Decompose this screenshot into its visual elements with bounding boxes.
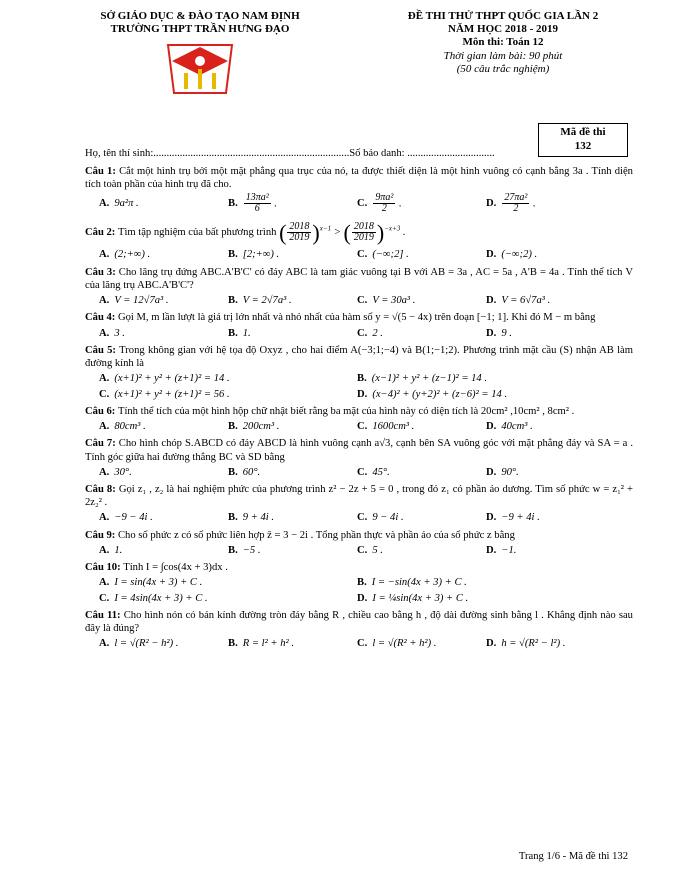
fraction-denominator: 6 (254, 203, 260, 215)
answer-option (214, 466, 343, 479)
option-letter: A. (99, 249, 110, 261)
answer-options (85, 420, 633, 433)
exam-code: 132 (574, 139, 592, 152)
option-value: V = 30a³ . (372, 295, 416, 307)
option-letter: A. (99, 198, 110, 210)
answer-option (85, 576, 343, 589)
answer-option (85, 511, 214, 524)
fraction-denominator: 2019 (289, 232, 310, 244)
option-value: I = −sin(4x + 3) + C . (371, 577, 467, 589)
school-logo-icon (164, 39, 236, 99)
option-value: $\frac{\text{13πa²}}{6}$ . (245, 191, 278, 215)
option-letter: A. (99, 295, 110, 307)
question (85, 609, 633, 651)
question-label: Câu 8: (85, 484, 119, 495)
question-text: Tính I = ∫cos(4x + 3)dx . (123, 562, 228, 574)
answer-options (85, 193, 633, 215)
power-term (279, 219, 332, 245)
question-label: Câu 10: (85, 562, 124, 574)
option-letter: A. (99, 512, 110, 524)
answer-option (214, 327, 343, 340)
option-value: 40cm³ . (501, 421, 533, 433)
question-label: Câu 3: (85, 266, 119, 278)
option-letter: C. (357, 638, 368, 650)
paren-left: ( (279, 219, 287, 245)
answer-option (85, 466, 214, 479)
option-letter: D. (486, 466, 497, 478)
answer-option (472, 466, 601, 479)
option-value: −5 . (242, 544, 261, 556)
question (85, 311, 633, 339)
option-letter: B. (228, 198, 238, 210)
option-letter: D. (486, 198, 497, 210)
fraction-numerator: 2018 (289, 220, 310, 232)
answer-options (85, 511, 633, 524)
question-label: Câu 11: (85, 609, 124, 621)
question-text: Cắt một hình trụ bởi một mặt phẳng qua trục của nó, ta được thiết diện là một hình vuông có cạnh bằng 3a . Tính diện tích toàn phần của hình trụ đã cho. (85, 165, 633, 190)
question-label: Câu 5: (85, 344, 120, 356)
question (85, 483, 633, 525)
answer-options (85, 327, 633, 340)
option-value: (−∞;2] . (372, 249, 409, 261)
option-letter: D. (486, 638, 497, 650)
option-value: V = 12√7a³ . (114, 295, 169, 307)
option-value: 80cm³ . (114, 421, 146, 433)
question-text: Tìm tập nghiệm của bất phương trình (117, 227, 277, 239)
fraction-numerator: 13πa² (245, 191, 269, 203)
question (85, 219, 633, 262)
answer-option (472, 193, 601, 215)
answer-options (85, 294, 633, 307)
answer-option (85, 327, 214, 340)
answer-option (85, 294, 214, 307)
school-year: NĂM HỌC 2018 - 2019 (448, 23, 558, 36)
exam-title: ĐỀ THI THỬ THPT QUỐC GIA LẦN 2 (407, 10, 599, 22)
exponent: x−1 (319, 224, 332, 233)
option-letter: D. (486, 249, 497, 261)
answer-options (85, 388, 633, 401)
option-letter: B. (357, 577, 367, 589)
department-name: SỞ GIÁO DỤC & ĐÀO TẠO NAM ĐỊNH (100, 10, 300, 22)
answer-option (343, 544, 472, 557)
option-value: V = 2√7a³ . (242, 295, 292, 307)
answer-option (85, 420, 214, 433)
page-footer: Trang 1/6 - Mã đề thi 132 (518, 850, 628, 862)
question-label: Câu 4: (85, 312, 118, 324)
option-value: 60°. (242, 466, 261, 478)
option-value: (x−1)² + y² + (z−1)² = 14 . (371, 373, 488, 385)
question-label: Câu 2: (85, 227, 118, 239)
relation: > (331, 227, 344, 239)
option-value: (x+1)² + y² + (z+1)² = 14 . (114, 373, 230, 385)
option-letter: C. (357, 512, 368, 524)
option-letter: C. (357, 466, 368, 478)
school-name: TRƯỜNG THPT TRẦN HƯNG ĐẠO (110, 22, 290, 35)
question-text: Cho hình chóp S.ABCD có đáy ABCD là hình vuông cạnh a√3, cạnh bên SA vuông góc với mặt phẳng đáy và SA = a . Tính góc giữa hai đường thẳng BC và SD bằng (85, 438, 633, 463)
question-label: Câu 9: (85, 529, 118, 541)
option-value: 1. (242, 327, 251, 339)
fraction (352, 222, 376, 244)
exam-header (85, 10, 633, 99)
option-letter: A. (99, 466, 110, 478)
option-value: 9 . (501, 327, 512, 339)
fraction (373, 193, 395, 215)
option-letter: A. (99, 421, 110, 433)
question (85, 344, 633, 401)
option-value: 45°. (372, 466, 390, 478)
question-text: Gọi z₁ , z₂ là hai nghiệm phức của phương trình z² − 2z + 5 = 0 , trong đó z₁ có phần ảo dương. Tìm số phức w = z₁² + 2z₂² . (85, 484, 633, 509)
answer-option (343, 193, 472, 215)
option-value: l = √(R² − h²) . (114, 638, 179, 650)
fraction-denominator: 2 (513, 203, 519, 215)
option-letter: A. (99, 327, 110, 339)
answer-option (343, 420, 472, 433)
question-text: Tính thể tích của một hình hộp chữ nhật biết rằng ba mặt của hình này có diện tích là 20cm² ,10cm² , 8cm² . (117, 405, 575, 417)
fraction-denominator: 2019 (353, 232, 374, 244)
option-value: 5 . (372, 544, 383, 556)
answer-options (85, 544, 633, 557)
option-value: 1. (114, 544, 123, 556)
question (85, 437, 633, 479)
answer-option (85, 544, 214, 557)
option-letter: B. (228, 327, 238, 339)
option-letter: D. (357, 592, 368, 604)
question (85, 561, 633, 605)
option-value: 9 + 4i . (242, 512, 274, 524)
exam-code-box (538, 123, 628, 157)
option-letter: D. (486, 512, 497, 524)
option-value: l = √(R² + h²) . (372, 638, 437, 650)
time-limit: Thời gian làm bài: 90 phút (443, 49, 563, 62)
answer-option (472, 248, 601, 261)
answer-option (472, 637, 601, 650)
answer-option (214, 544, 343, 557)
paren-right: ) (312, 219, 320, 245)
option-letter: A. (99, 638, 110, 650)
option-letter: C. (357, 327, 368, 339)
option-letter: C. (357, 295, 368, 307)
question-count: (50 câu trắc nghiệm) (456, 62, 550, 75)
answer-option (343, 637, 472, 650)
option-letter: A. (99, 544, 110, 556)
answer-option (343, 372, 601, 385)
option-letter: C. (357, 249, 368, 261)
option-value: (−∞;2) . (501, 249, 538, 261)
option-value: 200cm³ . (242, 421, 280, 433)
option-letter: B. (228, 295, 238, 307)
question-text: Cho lăng trụ đứng ABC.A'B'C' có đáy ABC là tam giác vuông tại B với AB = 3a , AC = 5a , A'B = 4a . Tính thể tích V của lăng trụ ABC.A'B'C'? (85, 266, 633, 291)
fraction-numerator: 9πa² (375, 191, 394, 203)
option-letter: D. (486, 327, 497, 339)
answer-option (343, 466, 472, 479)
question (85, 266, 633, 308)
answer-option (214, 420, 343, 433)
option-letter: B. (228, 512, 238, 524)
answer-options (85, 372, 633, 385)
question-label: Câu 6: (85, 405, 118, 417)
option-letter: A. (99, 577, 110, 589)
option-value: 2 . (372, 327, 383, 339)
question (85, 405, 633, 433)
option-value: 90°. (501, 466, 519, 478)
option-value: −9 + 4i . (501, 512, 540, 524)
option-value: I = ¼sin(4x + 3) + C . (372, 592, 469, 604)
option-letter: D. (486, 421, 497, 433)
option-value: 30°. (114, 466, 132, 478)
option-letter: C. (357, 421, 368, 433)
paren-left: ( (343, 219, 351, 245)
fraction (287, 222, 311, 244)
fraction (502, 193, 529, 215)
option-letter: B. (228, 638, 238, 650)
answer-options (85, 466, 633, 479)
option-letter: B. (228, 544, 238, 556)
answer-option (214, 193, 343, 215)
option-value: I = sin(4x + 3) + C . (114, 577, 203, 589)
answer-option (214, 511, 343, 524)
answer-options (85, 637, 633, 650)
fraction (244, 193, 271, 215)
answer-options (85, 576, 633, 589)
fraction-numerator: 2018 (353, 220, 374, 232)
option-letter: C. (99, 592, 110, 604)
power-term (343, 219, 401, 245)
question (85, 529, 633, 557)
option-letter: C. (99, 388, 110, 400)
option-letter: B. (228, 249, 238, 261)
answer-option (343, 592, 601, 605)
option-value: I = 4sin(4x + 3) + C . (114, 592, 208, 604)
fraction-denominator: 2 (381, 203, 387, 215)
answer-option (472, 420, 601, 433)
option-value: R = l² + h² . (242, 638, 294, 650)
option-value: (x+1)² + y² + (z+1)² = 56 . (114, 388, 230, 400)
inequality-expression: ( $\frac{2018}{2019}$ )$^{x-1}$ > ( $\frac{2018}{2019}$ )$^{-x+3}$ . (279, 219, 406, 245)
option-letter: B. (357, 373, 367, 385)
option-value: 1600cm³ . (372, 421, 415, 433)
option-value: [2;+∞) . (242, 249, 280, 261)
answer-option (472, 544, 601, 557)
fraction-numerator: 27πa² (504, 191, 528, 203)
answer-option (343, 294, 472, 307)
option-letter: D. (486, 295, 497, 307)
answer-option (343, 576, 601, 589)
subject: Môn thi: Toán 12 (462, 36, 544, 49)
option-letter: C. (357, 198, 368, 210)
option-value: 9 − 4i . (372, 512, 404, 524)
option-value: −1. (501, 544, 517, 556)
answer-option (214, 294, 343, 307)
exam-title-block (373, 10, 633, 99)
school-block (85, 10, 315, 99)
exam-code-label: Mã đề thi (560, 126, 606, 138)
option-value: (x−4)² + (y+2)² + (z−6)² = 14 . (372, 388, 508, 400)
student-info-line: Họ, tên thí sinh:..........................................................................Số báo danh: ................................. (85, 148, 495, 160)
option-letter: C. (357, 544, 368, 556)
option-value: V = 6√7a³ . (501, 295, 551, 307)
answer-option (343, 388, 601, 401)
answer-option (85, 372, 343, 385)
question-text: Cho số phức z có số phức liên hợp z̄ = 3 − 2i . Tổng phần thực và phần ảo của số phức z bằng (117, 529, 515, 541)
option-value: h = √(R² − l²) . (501, 638, 566, 650)
option-value: 3 . (114, 327, 125, 339)
answer-options (85, 248, 633, 261)
option-letter: A. (99, 373, 110, 385)
option-letter: B. (228, 466, 238, 478)
question-label: Câu 7: (85, 438, 119, 450)
option-value: (2;+∞) . (114, 249, 151, 261)
question-text: Cho hình nón có bán kính đường tròn đáy bằng R , chiều cao bằng h , độ dài đường sinh bằng l . Khẳng định nào sau đây là đúng? (85, 609, 633, 635)
option-letter: D. (486, 544, 497, 556)
answer-option (85, 592, 343, 605)
option-value: $\frac{\text{27πa²}}{2}$ . (504, 191, 536, 215)
answer-option (472, 511, 601, 524)
answer-option (343, 327, 472, 340)
question-list (85, 165, 633, 651)
option-value: 9a²π . (114, 198, 139, 210)
option-letter: D. (357, 388, 368, 400)
answer-option (472, 327, 601, 340)
question-label: Câu 1: (85, 165, 120, 177)
question (85, 165, 633, 215)
option-letter: B. (228, 421, 238, 433)
question-text: Trong không gian với hệ tọa độ Oxyz , cho hai điểm A(−3;1;−4) và B(1;−1;2). Phương trình mặt cầu (S) nhận AB làm đường kính là (85, 344, 633, 370)
answer-option (214, 248, 343, 261)
paren-right: ) (376, 219, 385, 245)
option-value: $\frac{\text{9πa²}}{2}$ . (375, 191, 402, 215)
answer-option (85, 248, 214, 261)
option-value: −9 − 4i . (114, 512, 153, 524)
answer-option (85, 388, 343, 401)
question-text: Gọi M, m lần lượt là giá trị lớn nhất và nhỏ nhất của hàm số y = √(5 − 4x) trên đoạn [−1; 1]. Khi đó M − m bằng (117, 312, 596, 324)
answer-option (343, 511, 472, 524)
answer-option (472, 294, 601, 307)
exponent: −x+3 (384, 224, 401, 233)
answer-options (85, 592, 633, 605)
answer-option (214, 637, 343, 650)
answer-option (85, 193, 214, 215)
answer-option (85, 637, 214, 650)
answer-option (343, 248, 472, 261)
